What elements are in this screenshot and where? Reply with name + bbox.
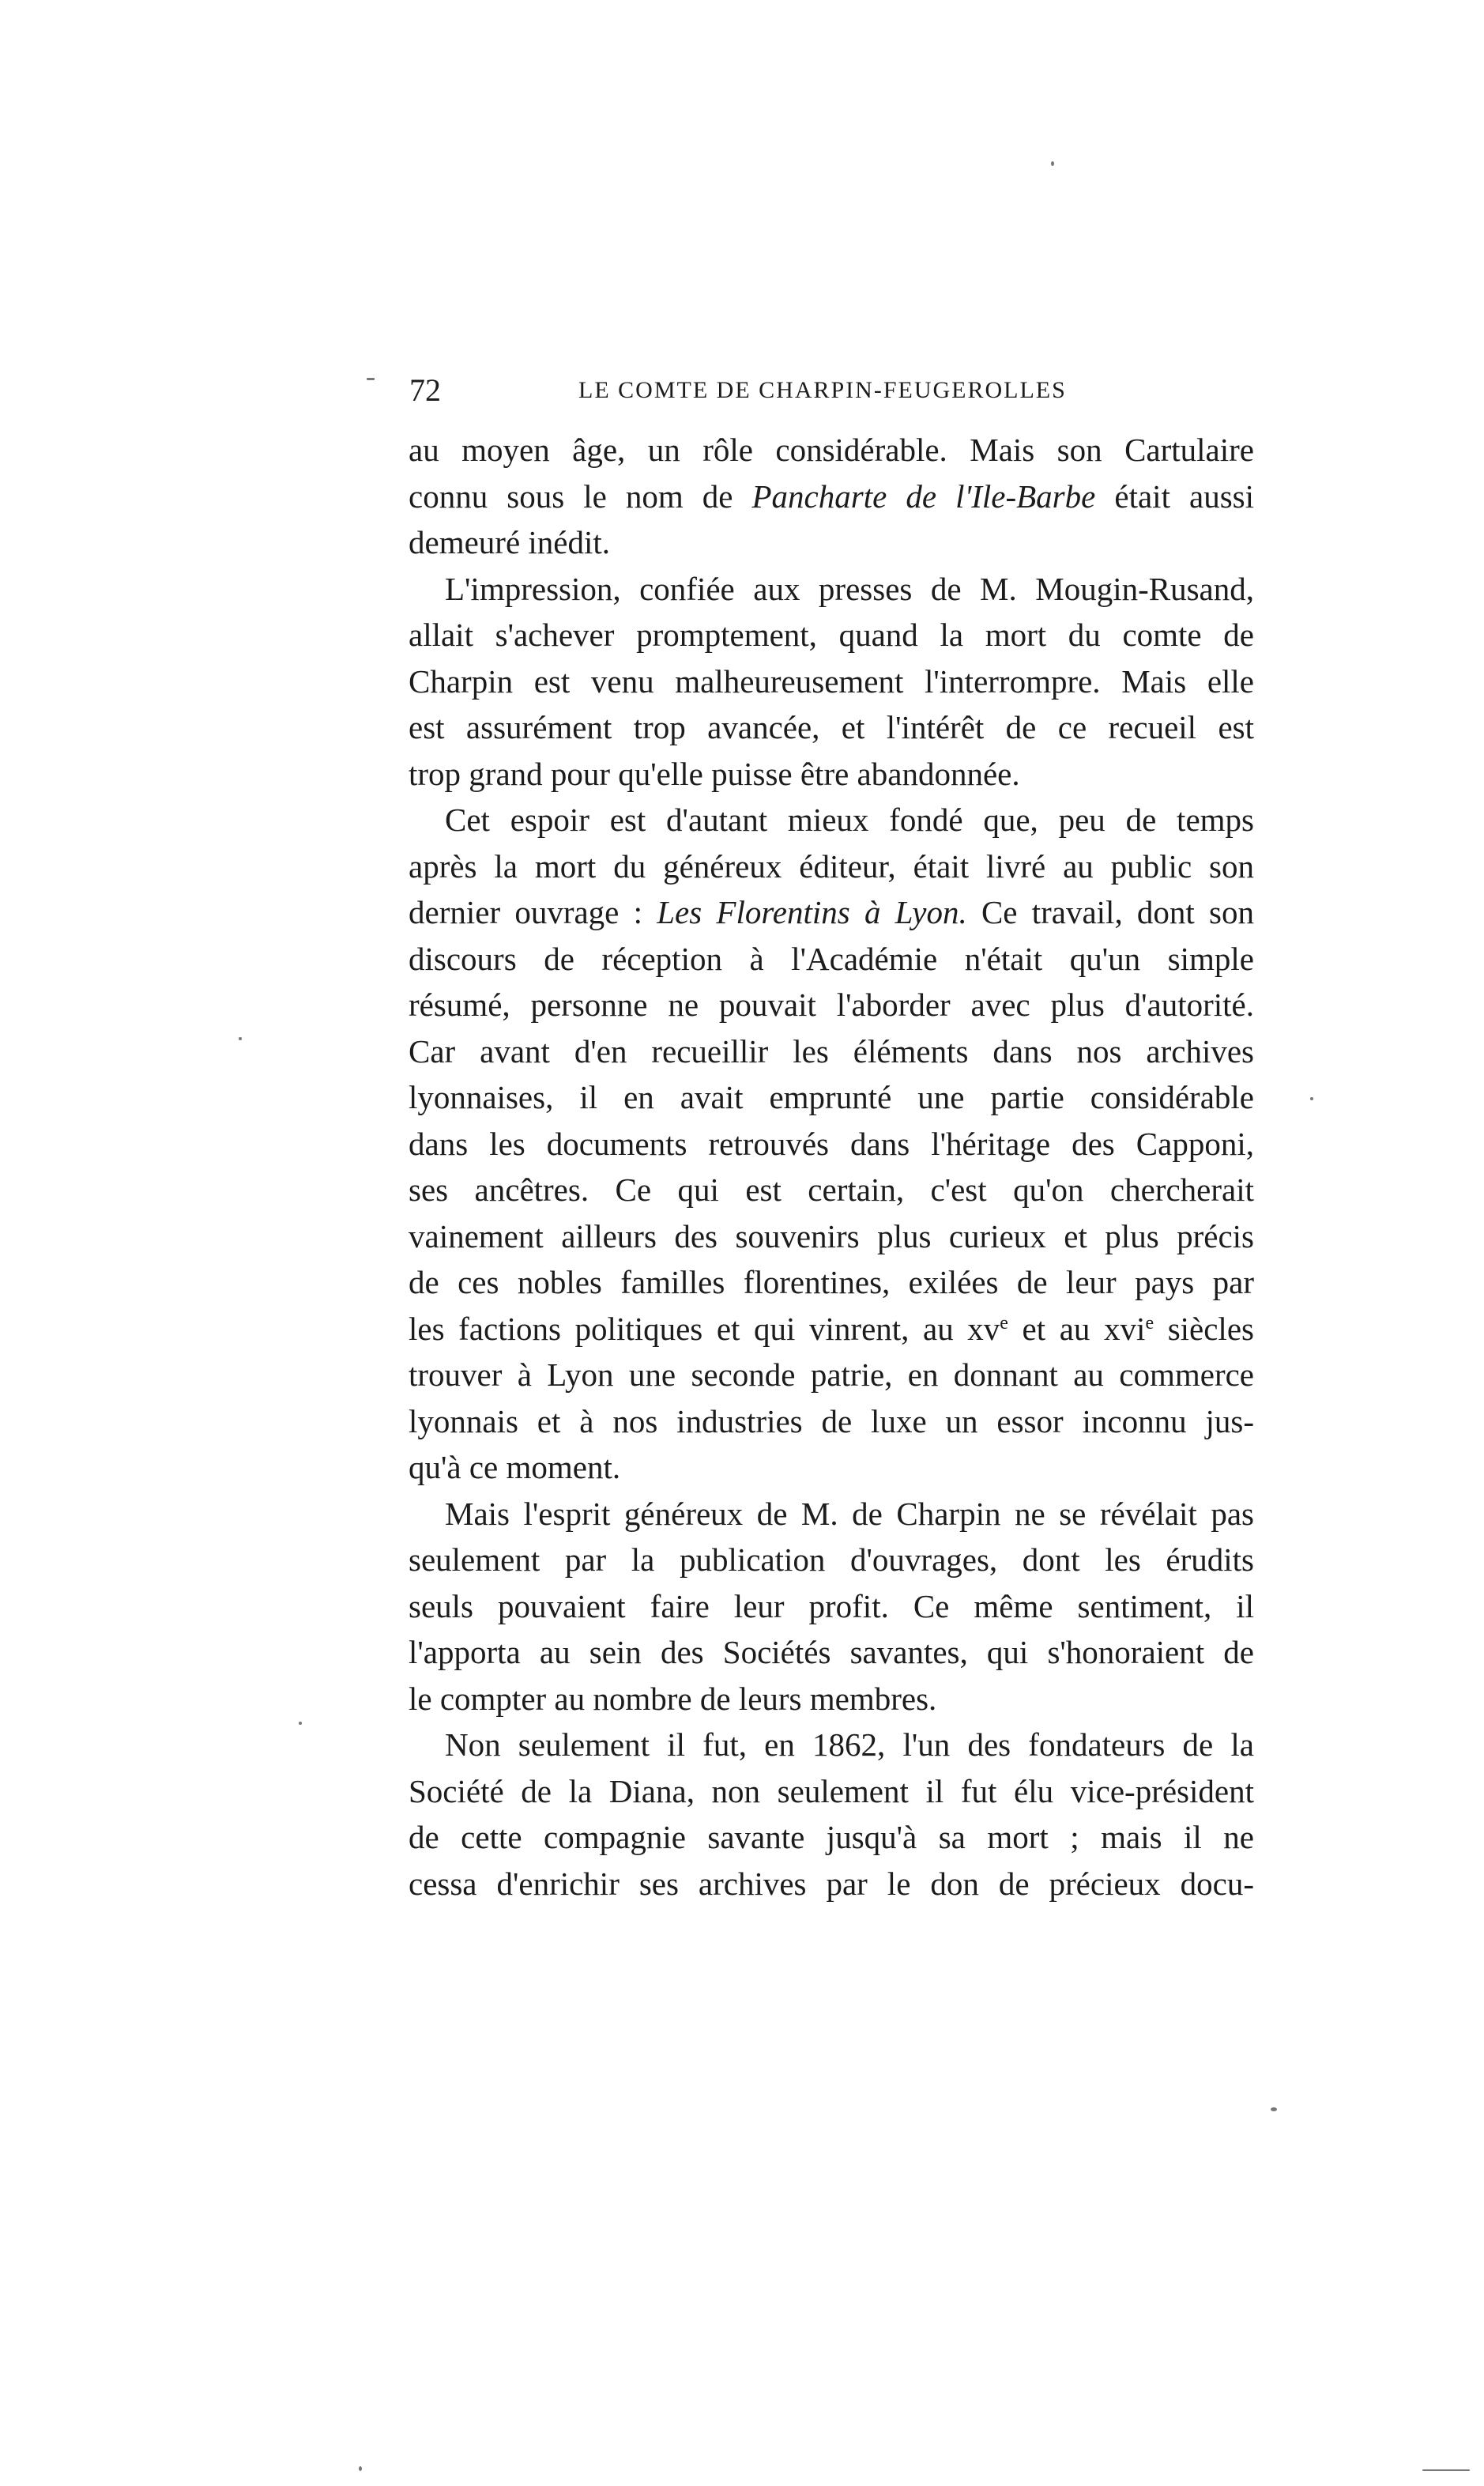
text-line: allait s'achever promptement, quand la mort du comte de <box>409 617 1254 653</box>
text-line: Charpin est venu malheureusement l'interrompre. Mais elle <box>409 662 1254 700</box>
scan-speck <box>239 1037 242 1040</box>
text-line: dernier ouvrage : Les Florentins à Lyon. Ce travail, dont son <box>409 894 1254 930</box>
text-line: discours de réception à l'Académie n'était qu'un simple <box>409 940 1254 977</box>
page-number: 72 <box>409 372 441 408</box>
body-text <box>409 427 1254 1907</box>
text-line: seuls pouvaient faire leur profit. Ce même sentiment, il <box>409 1587 1254 1624</box>
text-line: de cette compagnie savante jusqu'à sa mort ; mais il ne <box>409 1819 1254 1855</box>
italic-title: Les Florentins à Lyon. <box>657 894 967 930</box>
scan-speck <box>1051 161 1054 166</box>
scan-speck <box>1310 1097 1313 1100</box>
text-line: Car avant d'en recueillir les éléments dans nos archives <box>409 1032 1254 1069</box>
text-line: au moyen âge, un rôle considérable. Mais son Cartulaire <box>409 432 1254 468</box>
text-line: connu sous le nom de Pancharte de l'Ile-Barbe était aussi <box>409 477 1254 515</box>
text-line: trop grand pour qu'elle puisse être abandonnée. <box>409 755 1020 792</box>
text-line: seulement par la publication d'ouvrages, dont les érudits <box>409 1541 1254 1578</box>
text-line: vainement ailleurs des souvenirs plus curieux et plus précis <box>409 1217 1254 1254</box>
text-line: lyonnais et à nos industries de luxe un essor inconnu jus- <box>409 1402 1254 1439</box>
text-line: Non seulement il fut, en 1862, l'un des fondateurs de la <box>445 1726 1254 1763</box>
text-line: Société de la Diana, non seulement il fut élu vice-président <box>409 1772 1254 1809</box>
text-line: dans les documents retrouvés dans l'héritage des Capponi, <box>409 1125 1254 1162</box>
text-line: Cet espoir est d'autant mieux fondé que, peu de temps <box>445 802 1254 838</box>
text-line: le compter au nombre de leurs membres. <box>409 1680 937 1717</box>
text-line: les factions politiques et qui vinrent, au $xv^e$ et au xvi$^e$ siècles <box>409 1310 1254 1347</box>
running-header <box>405 367 1258 414</box>
text-line: trouver à Lyon une seconde patrie, en donnant au commerce <box>409 1356 1254 1393</box>
text-line: cessa d'enrichir ses archives par le don de précieux docu- <box>409 1865 1254 1902</box>
text-line: résumé, personne ne pouvait l'aborder avec plus d'autorité. <box>409 986 1254 1023</box>
text-line: L'impression, confiée aux presses de M. Mougin-Rusand, <box>445 570 1254 607</box>
scan-speck <box>299 1722 302 1725</box>
scan-speck <box>1422 2469 1470 2471</box>
scan-speck <box>367 378 375 380</box>
text-line: de ces nobles familles florentines, exilées de leur pays par <box>409 1264 1254 1300</box>
text-line: Mais l'esprit généreux de M. de Charpin ne se révélait pas <box>445 1495 1254 1532</box>
scan-speck <box>1271 2107 1277 2111</box>
italic-title: Pancharte de l'Ile-Barbe <box>751 477 1096 515</box>
text-line: est assurément trop avancée, et l'intérêt de ce recueil est <box>409 709 1254 745</box>
running-title: LE COMTE DE CHARPIN-FEUGEROLLES <box>578 377 1067 403</box>
text-line: après la mort du généreux éditeur, était livré au public son <box>409 847 1254 885</box>
scan-speck <box>359 2466 362 2471</box>
text-line: l'apporta au sein des Sociétés savantes, qui s'honoraient de <box>409 1634 1254 1670</box>
text-line: qu'à ce moment. <box>409 1449 621 1485</box>
text-line: demeuré inédit. <box>409 524 611 560</box>
text-line: ses ancêtres. Ce qui est certain, c'est qu'on chercherait <box>409 1171 1254 1208</box>
text-line: lyonnaises, il en avait emprunté une partie considérable <box>409 1079 1254 1115</box>
